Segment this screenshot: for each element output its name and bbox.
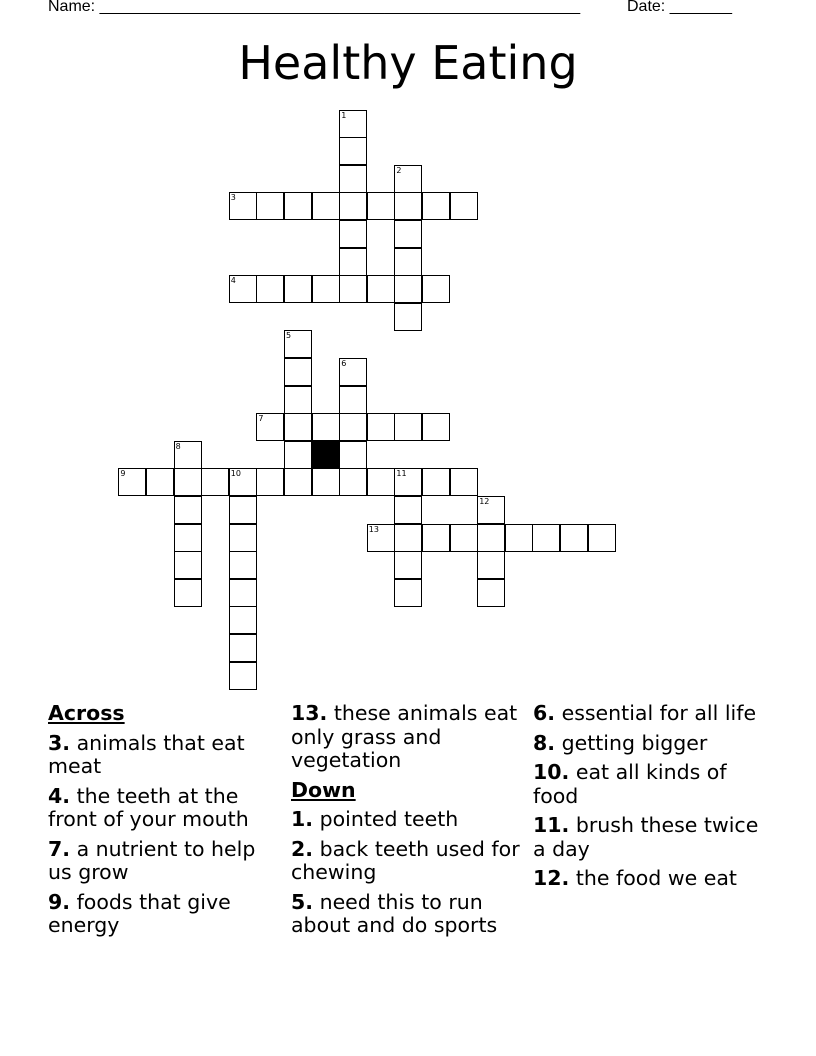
crossword-cell[interactable] [450,468,478,496]
crossword-cell[interactable] [339,386,367,414]
crossword-cell[interactable] [229,662,257,690]
crossword-cell[interactable] [256,275,284,303]
clue-number: 3. [48,730,71,755]
clue-number: 7. [48,836,71,861]
crossword-cell[interactable] [256,413,284,441]
crossword-cell[interactable] [505,524,533,552]
crossword-cell[interactable] [229,192,257,220]
crossword-cell[interactable] [560,524,588,552]
crossword-cell[interactable] [229,606,257,634]
crossword-cell[interactable] [394,496,422,524]
clue-number-label: 4 [230,276,236,286]
clue-number: 6. [533,701,556,725]
clue-number: 13. [291,701,328,725]
crossword-cell[interactable] [394,413,422,441]
crossword-cell[interactable] [284,413,312,441]
clue-item: 11. brush these twice a day [533,813,759,861]
clue-number-label: 3 [230,193,236,203]
crossword-cell[interactable] [174,496,202,524]
clue-number-label: 10 [230,469,241,479]
crossword-cell[interactable] [284,468,312,496]
crossword-cell[interactable] [339,192,367,220]
crossword-cell[interactable] [339,413,367,441]
clue-number-label: 13 [368,524,379,534]
crossword-cell[interactable] [229,524,257,552]
crossword-cell[interactable] [394,524,422,552]
crossword-cell[interactable] [477,496,505,524]
clue-number: 4. [48,783,71,808]
clues-column-2 [291,702,523,944]
crossword-cell[interactable] [394,579,422,607]
crossword-cell[interactable] [312,468,340,496]
clue-number: 10. [533,760,570,784]
clue-item: 3. animals that eat meat [48,730,245,778]
crossword-cell[interactable] [394,275,422,303]
crossword-cell[interactable] [394,220,422,248]
crossword-cell[interactable] [284,386,312,414]
crossword-cell[interactable] [367,524,395,552]
crossword-cell[interactable] [174,551,202,579]
crossword-cell[interactable] [450,192,478,220]
clue-item: 5. need this to run about and do sports [291,889,498,937]
name-field-label: Name: ______________________________________________________ [48,0,581,15]
crossword-cell[interactable] [532,524,560,552]
crossword-cell[interactable] [284,441,312,469]
clue-number-label: 12 [479,497,490,506]
crossword-cell[interactable] [367,413,395,441]
crossword-cell[interactable] [312,192,340,220]
crossword-cell[interactable] [284,192,312,220]
crossword-cell[interactable] [201,468,229,496]
crossword-cell[interactable] [477,551,505,579]
crossword-cell[interactable] [367,468,395,496]
crossword-cell[interactable] [229,468,257,496]
clue-item: 7. a nutrient to help us grow [48,836,256,884]
clue-item: 9. foods that give energy [48,889,231,937]
crossword-cell[interactable] [339,137,367,165]
clues-column-1 [48,702,280,944]
date-field-label: Date: _______ [627,0,732,15]
crossword-cell[interactable] [174,468,202,496]
crossword-cell[interactable] [394,165,422,193]
clue-item: 10. eat all kinds of food [533,760,727,808]
clue-number: 12. [533,866,570,890]
clue-number-label: 9 [120,469,126,479]
clue-number: 1. [291,807,314,831]
clue-item: 6. essential for all life [533,701,757,725]
crossword-cell[interactable] [339,110,367,138]
clue-number: 5. [291,889,314,914]
clue-number-label: 7 [258,414,264,424]
clue-number: 2. [291,836,314,861]
crossword-cell[interactable] [229,551,257,579]
clue-number-label: 1 [341,110,347,120]
clue-item: 8. getting bigger [533,730,708,755]
crossword-cell[interactable] [394,551,422,579]
crossword-cell[interactable] [229,579,257,607]
crossword-cell[interactable] [477,524,505,552]
crossword-cell[interactable] [229,275,257,303]
crossword-cell[interactable] [284,275,312,303]
clue-item: 4. the teeth at the front of your mouth [48,783,249,831]
crossword-cell[interactable] [284,358,312,386]
crossword-cell[interactable] [394,248,422,276]
crossword-cell[interactable] [367,275,395,303]
crossword-cell[interactable] [118,468,146,496]
clue-number-label: 2 [396,165,402,175]
crossword-cell[interactable] [174,524,202,552]
crossword-cell[interactable] [588,524,616,552]
clue-number-label: 8 [175,441,181,451]
crossword-cell[interactable] [450,524,478,552]
crossword-cell[interactable] [477,579,505,607]
crossword-cell[interactable] [174,441,202,469]
crossword-cell[interactable] [229,496,257,524]
crossword-cell[interactable] [339,468,367,496]
crossword-cell[interactable] [312,275,340,303]
crossword-cell[interactable] [367,192,395,220]
crossword-cell[interactable] [256,192,284,220]
crossword-cell[interactable] [422,468,450,496]
clue-number-label: 5 [286,331,292,341]
crossword-cell[interactable] [394,468,422,496]
clue-item: 2. back teeth used for chewing [291,836,520,884]
crossword-cell[interactable] [174,579,202,607]
clue-section-heading: Across [48,701,125,725]
clue-item: 12. the food we eat [533,866,737,890]
clue-number: 8. [533,730,556,755]
clue-number: 9. [48,889,71,914]
crossword-cell[interactable] [339,220,367,248]
crossword-cell[interactable] [422,524,450,552]
crossword-cell[interactable] [394,192,422,220]
crossword-cell[interactable] [146,468,174,496]
crossword-cell[interactable] [339,248,367,276]
clue-item: 1. pointed teeth [291,807,459,831]
clue-number-label: 11 [396,469,407,479]
crossword-cell[interactable] [422,413,450,441]
clues-column-3 [533,702,765,897]
crossword-cell[interactable] [256,468,284,496]
crossword-cell[interactable] [339,358,367,386]
crossword-cell[interactable] [339,275,367,303]
crossword-cell[interactable] [284,330,312,358]
crossword-cell[interactable] [422,192,450,220]
page-title: Healthy Eating [238,36,578,90]
clue-section-heading: Down [291,777,356,802]
crossword-cell[interactable] [229,634,257,662]
crossword-cell[interactable] [312,413,340,441]
crossword-cell[interactable] [339,165,367,193]
crossword-cell[interactable] [422,275,450,303]
crossword-cell[interactable] [339,441,367,469]
crossword-black-cell [312,441,340,469]
clue-number: 11. [533,813,570,837]
clue-number-label: 6 [341,359,347,368]
crossword-cell[interactable] [394,303,422,331]
clue-item: 13. these animals eat only grass and vegetation [291,701,518,772]
